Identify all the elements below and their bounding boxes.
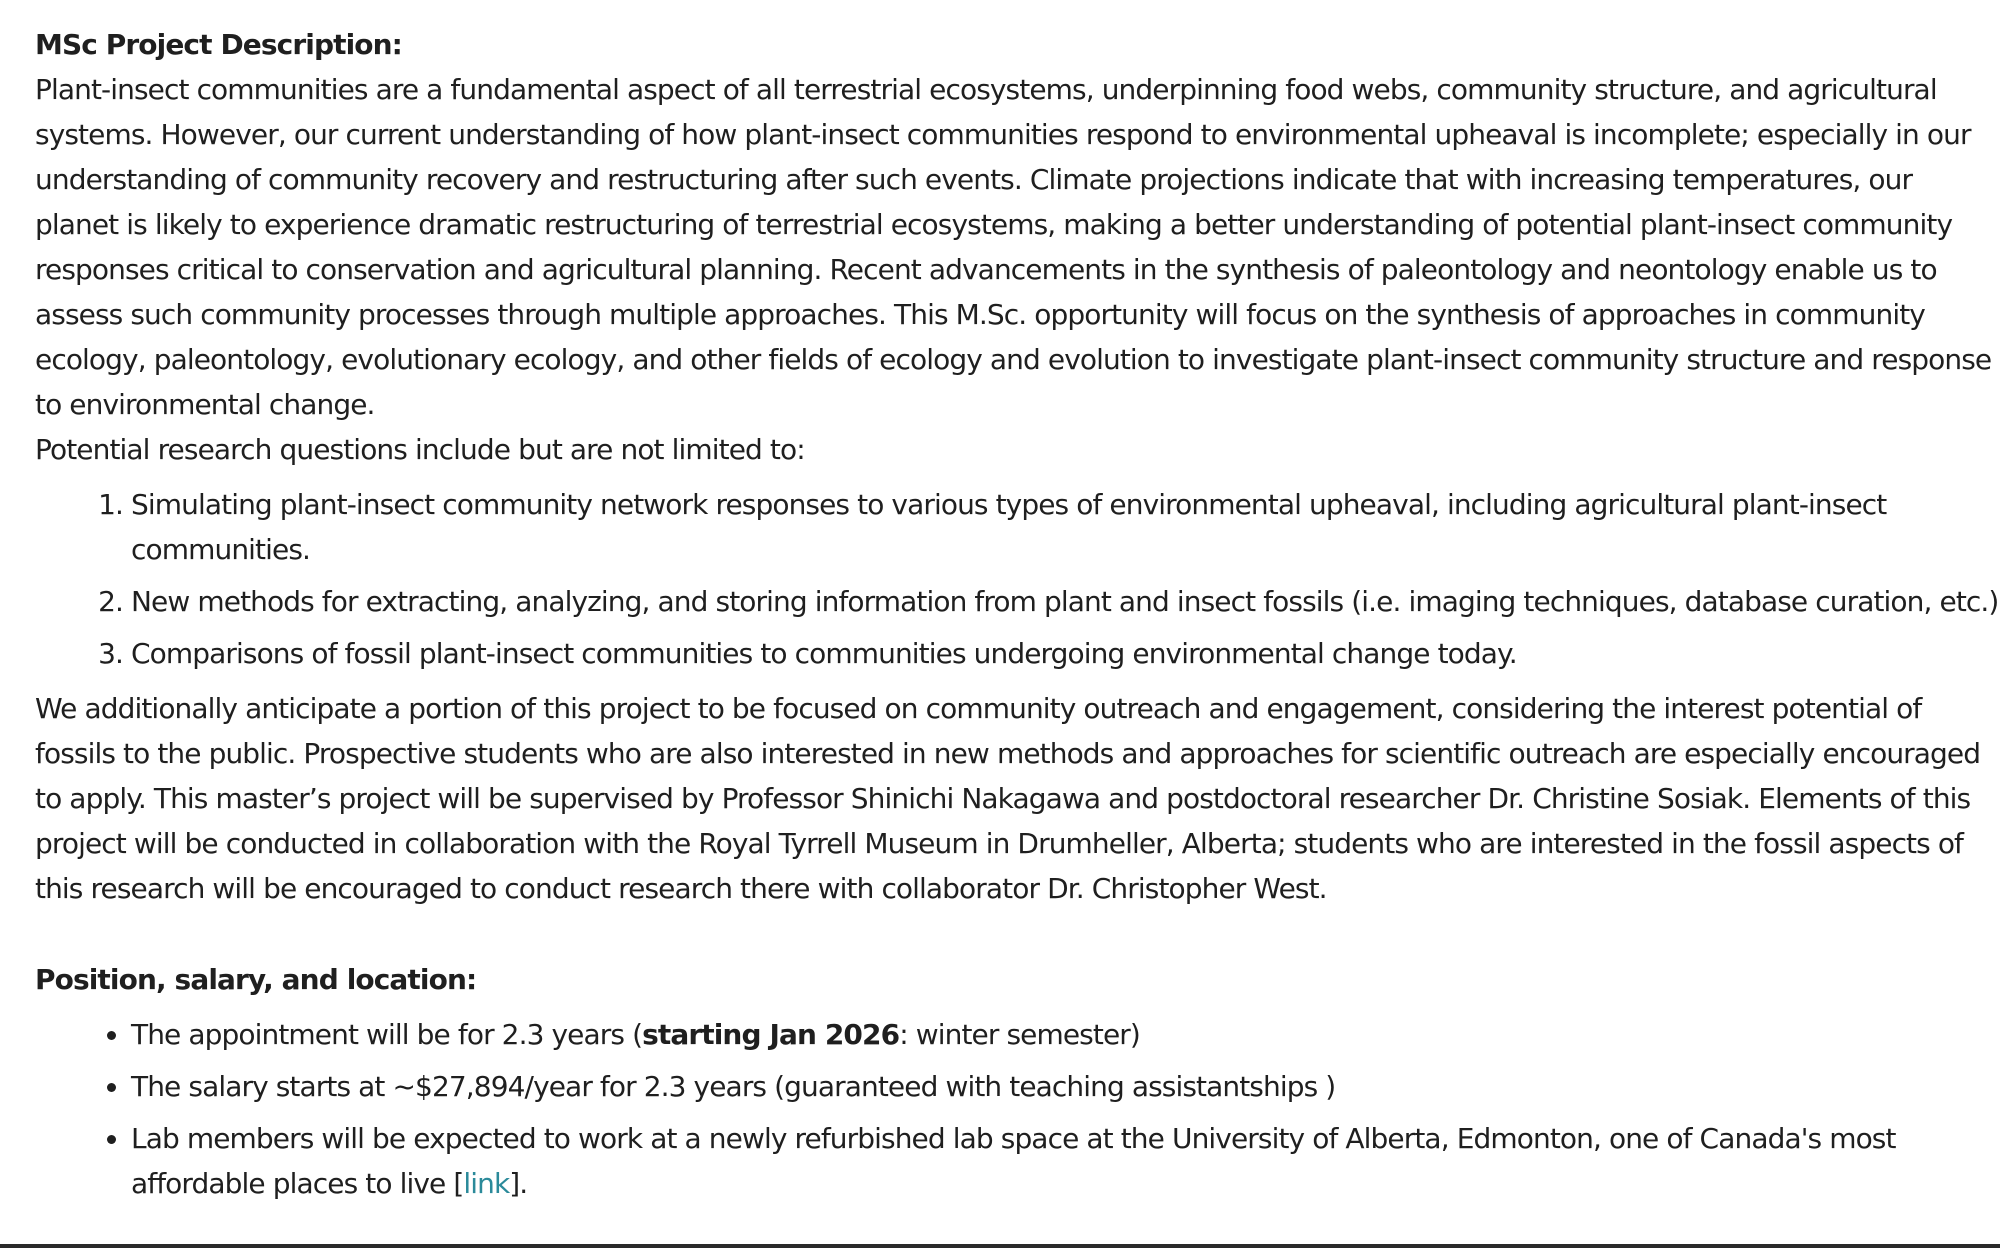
location-text-pre: Lab members will be expected to work at a newly refurbished lab space at the University of Alberta, Edmonton, one of Canada's most affordable places to live [ [131, 1122, 1896, 1200]
outreach-paragraph: We additionally anticipate a portion of this project to be focused on community outreach and engagement, considering the interest potential of fossils to the public. Prospective students who are also interested in new methods and approaches for scientific outreach are especially encouraged to apply. This master’s project will be supervised by Professor Shinichi Nakagawa and postdoctoral researcher Dr. Christine Sosiak. Elements of this project will be conducted in collaboration with the Royal Tyrrell Museum in Drumheller, Alberta; students who are interested in the fossil aspects of this research will be encouraged to conduct research there with collaborator Dr. Christopher West. [35, 692, 1981, 905]
research-question-item: 3. Comparisons of fossil plant-insect communities to communities undergoing environmental change today. [131, 631, 2000, 676]
project-intro-paragraph: Plant-insect communities are a fundamental aspect of all terrestrial ecosystems, underpinning food webs, community structure, and agricultural systems. However, our current understanding of how plant-insect communities respond to environmental upheaval is incomplete; especially in our understanding of community recovery and restructuring after such events. Climate projections indicate that with increasing temperatures, our planet is likely to experience dramatic restructuring of terrestrial ecosystems, making a better understanding of potential plant-insect community responses critical to conservation and agricultural planning. Recent advancements in the synthesis of paleontology and neontology enable us to assess such community processes through multiple approaches. This M.Sc. opportunity will focus on the synthesis of approaches in community ecology, paleontology, evolutionary ecology, and other fields of ecology and evolution to investigate plant-insect community structure and response to environmental change. [35, 73, 1992, 421]
start-date-bold: starting Jan 2026 [642, 1018, 900, 1051]
project-description-heading: MSc Project Description: [35, 28, 402, 61]
bottom-border [0, 1244, 2000, 1248]
position-item-location [131, 1116, 2000, 1206]
research-question-item: 2. New methods for extracting, analyzing, and storing information from plant and insect fossils (i.e. imaging techniques, database curation, etc.) [131, 579, 2000, 624]
appointment-text-pre: The appointment will be for 2.3 years ( [131, 1018, 643, 1051]
affordability-link[interactable]: link [463, 1167, 510, 1200]
position-details-list [35, 1012, 2000, 1206]
research-question-item: 1. Simulating plant-insect community network responses to various types of environmental upheaval, including agricultural plant-insect communities. [131, 482, 2000, 572]
appointment-text-post: : winter semester) [899, 1018, 1140, 1051]
research-questions-intro: Potential research questions include but are not limited to: [35, 433, 805, 466]
research-questions-list [35, 482, 2000, 676]
location-text-post: ]. [509, 1167, 528, 1200]
position-item-appointment [131, 1012, 2000, 1057]
section-spacer [35, 911, 2000, 957]
position-heading: Position, salary, and location: [35, 963, 477, 996]
document-body [35, 22, 2000, 1216]
position-item-salary: • The salary starts at ~$27,894/year for 2.3 years (guaranteed with teaching assistantships ) [131, 1064, 2000, 1109]
